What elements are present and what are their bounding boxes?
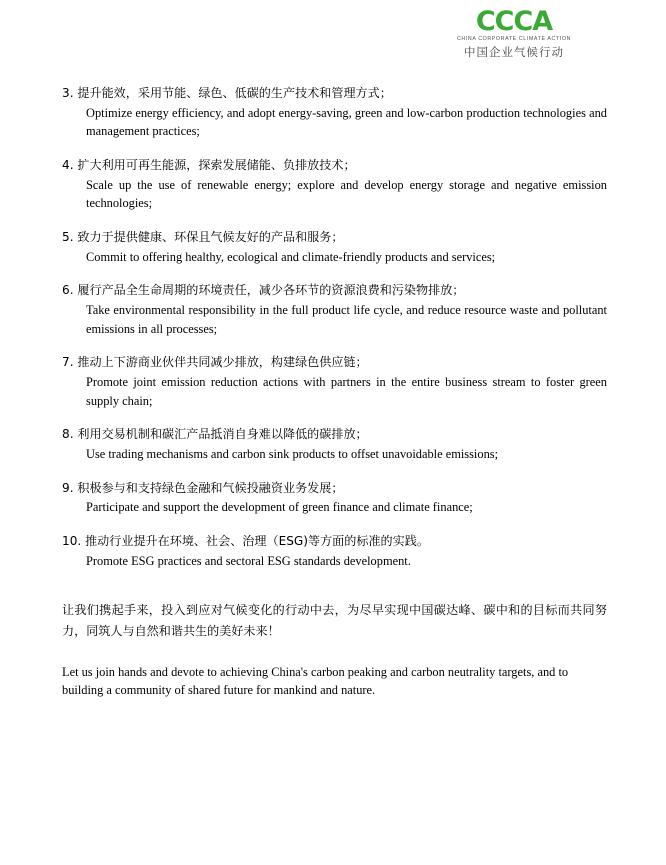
document-body [62,84,607,700]
list-item-chinese: 10. 推动行业提升在环境、社会、治理（ESG)等方面的标准的实践。 [62,533,429,548]
list-item-chinese: 3. 提升能效，采用节能、绿色、低碳的生产技术和管理方式； [62,86,392,100]
list-item-english: Take environmental responsibility in the full product life cycle, and reduce resource waste and pollutant emissions in all processes; [86,302,607,336]
list-item-english: Use trading mechanisms and carbon sink products to offset unavoidable emissions; [86,446,499,461]
list-item [62,281,607,338]
list-item [62,353,607,410]
list-item-chinese: 4. 扩大利用可再生能源，探索发展储能、负排放技术； [62,157,356,172]
list-item-english: Optimize energy efficiency, and adopt energy-saving, green and low-carbon production technologies and management practices; [86,105,607,139]
closing-chinese: 让我们携起手来，投入到应对气候变化的行动中去，为尽早实现中国碳达峰、碳中和的目标而共同努力，同筑人与自然和谐共生的美好未来！ [62,603,607,638]
list-item-english: Scale up the use of renewable energy; explore and develop energy storage and negative emission technologies; [86,177,607,211]
list-item-english: Participate and support the development of green finance and climate finance; [86,500,473,515]
list-item-english: Promote ESG practices and sectoral ESG standards development. [86,553,411,568]
list-item [62,156,607,213]
logo-chinese-name: 中国企业气候行动 [464,44,564,59]
closing-english: Let us join hands and devote to achieving China's carbon peaking and carbon neutrality targets, and to building a community of shared future for mankind and nature. [62,664,569,698]
list-item [62,479,607,517]
ccca-logo [414,8,614,58]
list-item-english: Promote joint emission reduction actions with partners in the entire business stream to foster green supply chain; [86,374,607,408]
list-item [62,425,607,463]
list-item-english: Commit to offering healthy, ecological and climate-friendly products and services; [86,249,496,264]
closing-section [62,600,607,700]
list-item [62,84,607,141]
logo-english-name: CHINA CORPORATE CLIMATE ACTION [456,36,572,42]
list-item-chinese: 5. 致力于提供健康、环保且气候友好的产品和服务； [62,229,344,244]
list-item-chinese: 8. 利用交易机制和碳汇产品抵消自身难以降低的碳排放； [62,427,368,442]
list-item-chinese: 7. 推动上下游商业伙伴共同减少排放，构建绿色供应链； [62,355,368,370]
list-item-chinese: 9. 积极参与和支持绿色金融和气候投融资业务发展； [62,480,344,495]
list-item-chinese: 6. 履行产品全生命周期的环境责任，减少各环节的资源浪费和污染物排放； [62,283,465,298]
list-item [62,228,607,266]
list-item [62,532,607,570]
logo-wordmark: CCCA [475,6,553,37]
